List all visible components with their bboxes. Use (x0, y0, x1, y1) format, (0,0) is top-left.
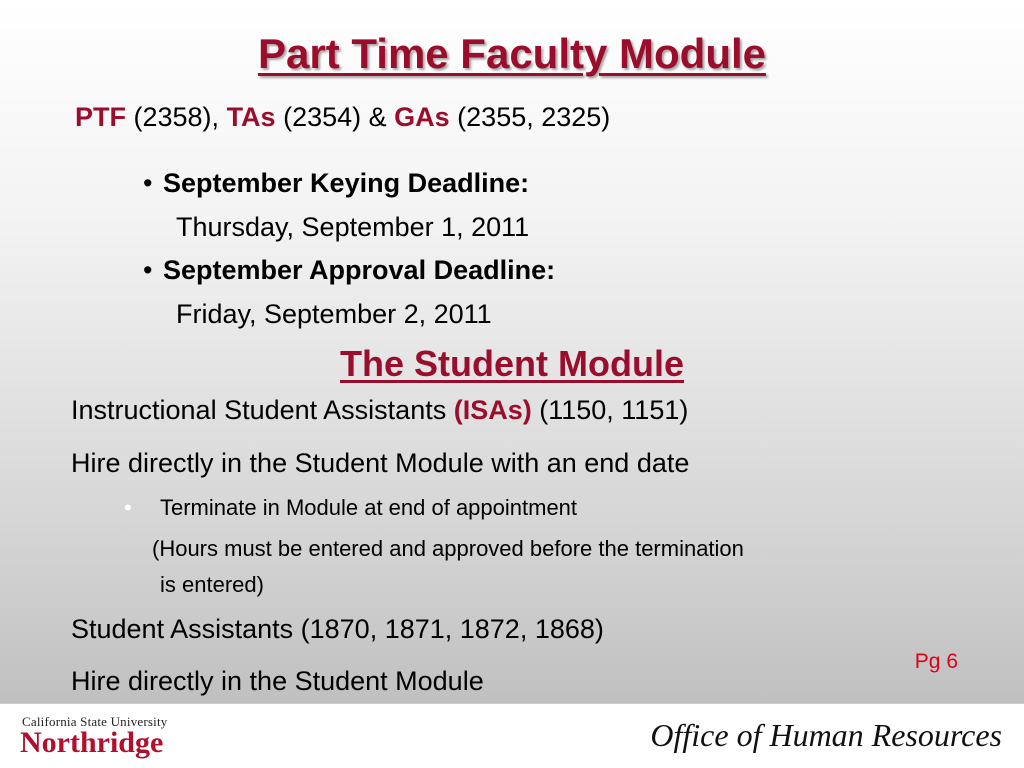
employee-types-line (75, 102, 610, 133)
keying-deadline-label: September Keying Deadline: (163, 168, 530, 198)
isa-prefix: Instructional Student Assistants (71, 395, 454, 425)
approval-deadline-item (143, 255, 555, 286)
section-title: The Student Module (340, 343, 684, 384)
ptf-label: PTF (75, 102, 126, 132)
university-logo-line: California State University (22, 714, 168, 729)
tas-code: (2354) & (275, 102, 395, 132)
hire-direct-line: Hire directly in the Student Module (71, 666, 484, 696)
hours-note-line-2: is entered) (160, 572, 264, 597)
gas-code: (2355, 2325) (449, 102, 611, 132)
bullet-dot: • (143, 255, 153, 285)
keying-deadline-date: Thursday, September 1, 2011 (176, 212, 530, 242)
slide-title: Part Time Faculty Module (258, 30, 766, 77)
approval-deadline-label: September Approval Deadline: (163, 255, 556, 285)
page-number: Pg 6 (914, 650, 958, 673)
isa-line (71, 395, 688, 426)
student-assistants-line: Student Assistants (1870, 1871, 1872, 1868) (71, 614, 604, 644)
tas-label: TAs (226, 102, 276, 132)
hours-note-line-1: (Hours must be entered and approved before the termination (152, 536, 744, 561)
terminate-text: Terminate in Module at end of appointment (160, 495, 578, 520)
bullet-dot: • (143, 168, 153, 198)
approval-deadline-date: Friday, September 2, 2011 (176, 299, 492, 329)
gas-label: GAs (394, 102, 450, 132)
keying-deadline-item (143, 168, 529, 199)
isa-abbr: (ISAs) (453, 395, 532, 425)
ptf-code: (2358), (126, 102, 227, 132)
university-logo-campus: Northridge (20, 726, 164, 759)
terminate-item (124, 495, 577, 521)
bullet-dot: • (124, 495, 132, 520)
office-name: Office of Human Resources (650, 717, 1002, 753)
hire-end-date-line: Hire directly in the Student Module with an end date (71, 448, 690, 478)
isa-codes: (1150, 1151) (531, 395, 689, 425)
